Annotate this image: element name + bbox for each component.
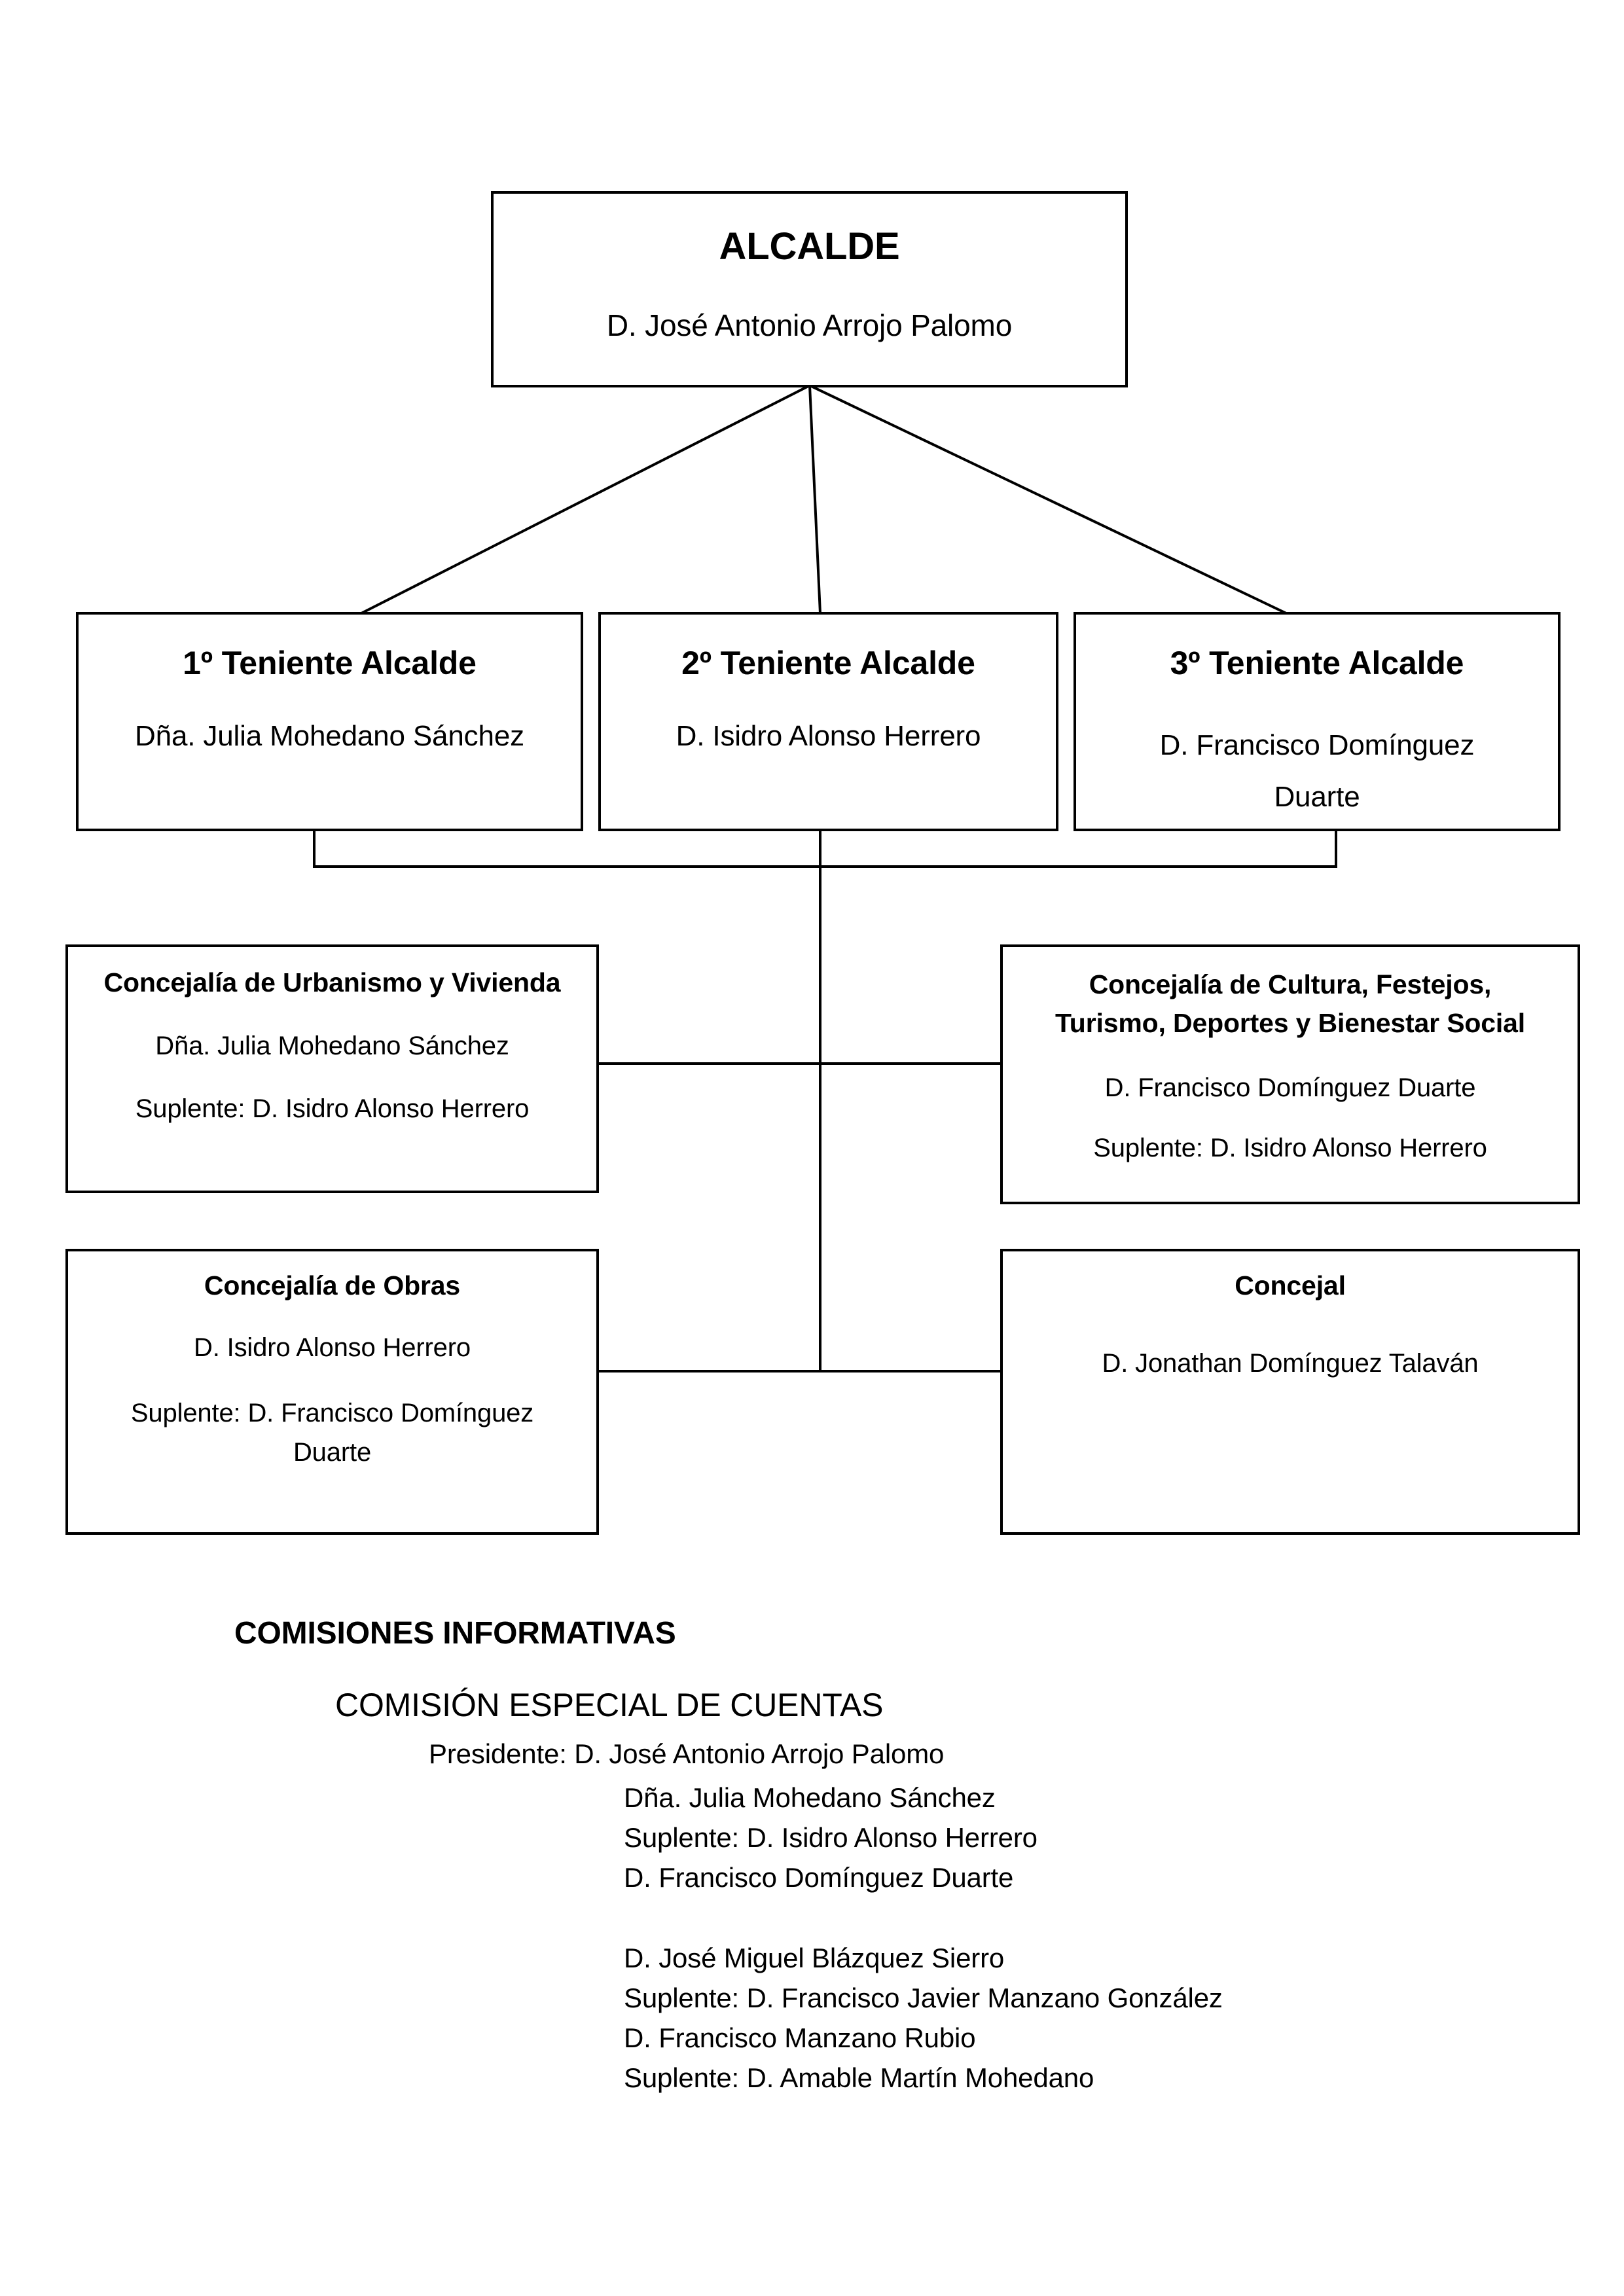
box-substitute: Suplente: D. Isidro Alonso Herrero — [1093, 1133, 1487, 1162]
box-title: 3º Teniente Alcalde — [1170, 645, 1464, 681]
box-title: Concejalía de Urbanismo y Vivienda — [103, 967, 561, 997]
connector-stub-right — [1335, 831, 1337, 868]
box-title: 2º Teniente Alcalde — [681, 645, 975, 681]
alcalde-box — [491, 191, 1128, 387]
connector-horizontal — [313, 865, 1337, 868]
concejalia-obras-box — [65, 1249, 599, 1535]
list-item: Suplente: D. Francisco Javier Manzano González — [624, 1982, 1223, 2013]
box-name: Dña. Julia Mohedano Sánchez — [155, 1031, 509, 1061]
box-name: Dña. Julia Mohedano Sánchez — [135, 720, 524, 752]
box-name: D. Isidro Alonso Herrero — [194, 1333, 471, 1363]
box-title: Concejal — [1235, 1270, 1346, 1300]
box-name: D. Francisco Domínguez Duarte — [1159, 729, 1475, 814]
comisiones-informativas-heading: COMISIONES INFORMATIVAS — [234, 1616, 676, 1651]
box-name: D. José Antonio Arrojo Palomo — [606, 308, 1013, 342]
comision-especial-title: COMISIÓN ESPECIAL DE CUENTAS — [335, 1687, 884, 1723]
connector-stub-left — [313, 831, 316, 868]
comision-presidente: Presidente: D. José Antonio Arrojo Palomo — [429, 1738, 945, 1769]
connector-branch-row1 — [599, 1062, 1000, 1065]
list-item: D. Francisco Manzano Rubio — [624, 2022, 976, 2053]
list-item: Suplente: D. Amable Martín Mohedano — [624, 2062, 1094, 2093]
concejalia-cultura-box — [1000, 944, 1580, 1204]
connector-branch-row2 — [599, 1370, 1000, 1372]
vocales-group-1 — [624, 1778, 1038, 1897]
box-name: D. Francisco Domínguez Duarte — [1104, 1073, 1476, 1102]
teniente-1-box — [76, 612, 583, 831]
vocales-group-2 — [624, 1938, 1223, 2098]
box-title: ALCALDE — [719, 225, 900, 268]
concejal-box — [1000, 1249, 1580, 1535]
box-title: Concejalía de Obras — [204, 1270, 461, 1300]
box-name: D. Isidro Alonso Herrero — [676, 720, 981, 752]
box-title: 1º Teniente Alcalde — [183, 645, 477, 681]
box-title: Concejalía de Cultura, Festejos, Turismo, Deportes y Bienestar Social — [1055, 969, 1526, 1039]
list-item: D. Francisco Domínguez Duarte — [624, 1862, 1014, 1893]
list-item: Suplente: D. Isidro Alonso Herrero — [624, 1822, 1038, 1853]
list-item: Dña. Julia Mohedano Sánchez — [624, 1782, 996, 1813]
connector-central-vertical — [819, 831, 821, 1372]
list-item: D. José Miguel Blázquez Sierro — [624, 1943, 1005, 1973]
box-name: D. Jonathan Domínguez Talaván — [1102, 1349, 1479, 1378]
box-substitute: Suplente: D. Isidro Alonso Herrero — [135, 1094, 530, 1124]
teniente-2-box — [598, 612, 1058, 831]
box-substitute: Suplente: D. Francisco Domínguez Duarte — [130, 1399, 534, 1467]
concejalia-urbanismo-box — [65, 944, 599, 1193]
teniente-3-box — [1074, 612, 1561, 831]
